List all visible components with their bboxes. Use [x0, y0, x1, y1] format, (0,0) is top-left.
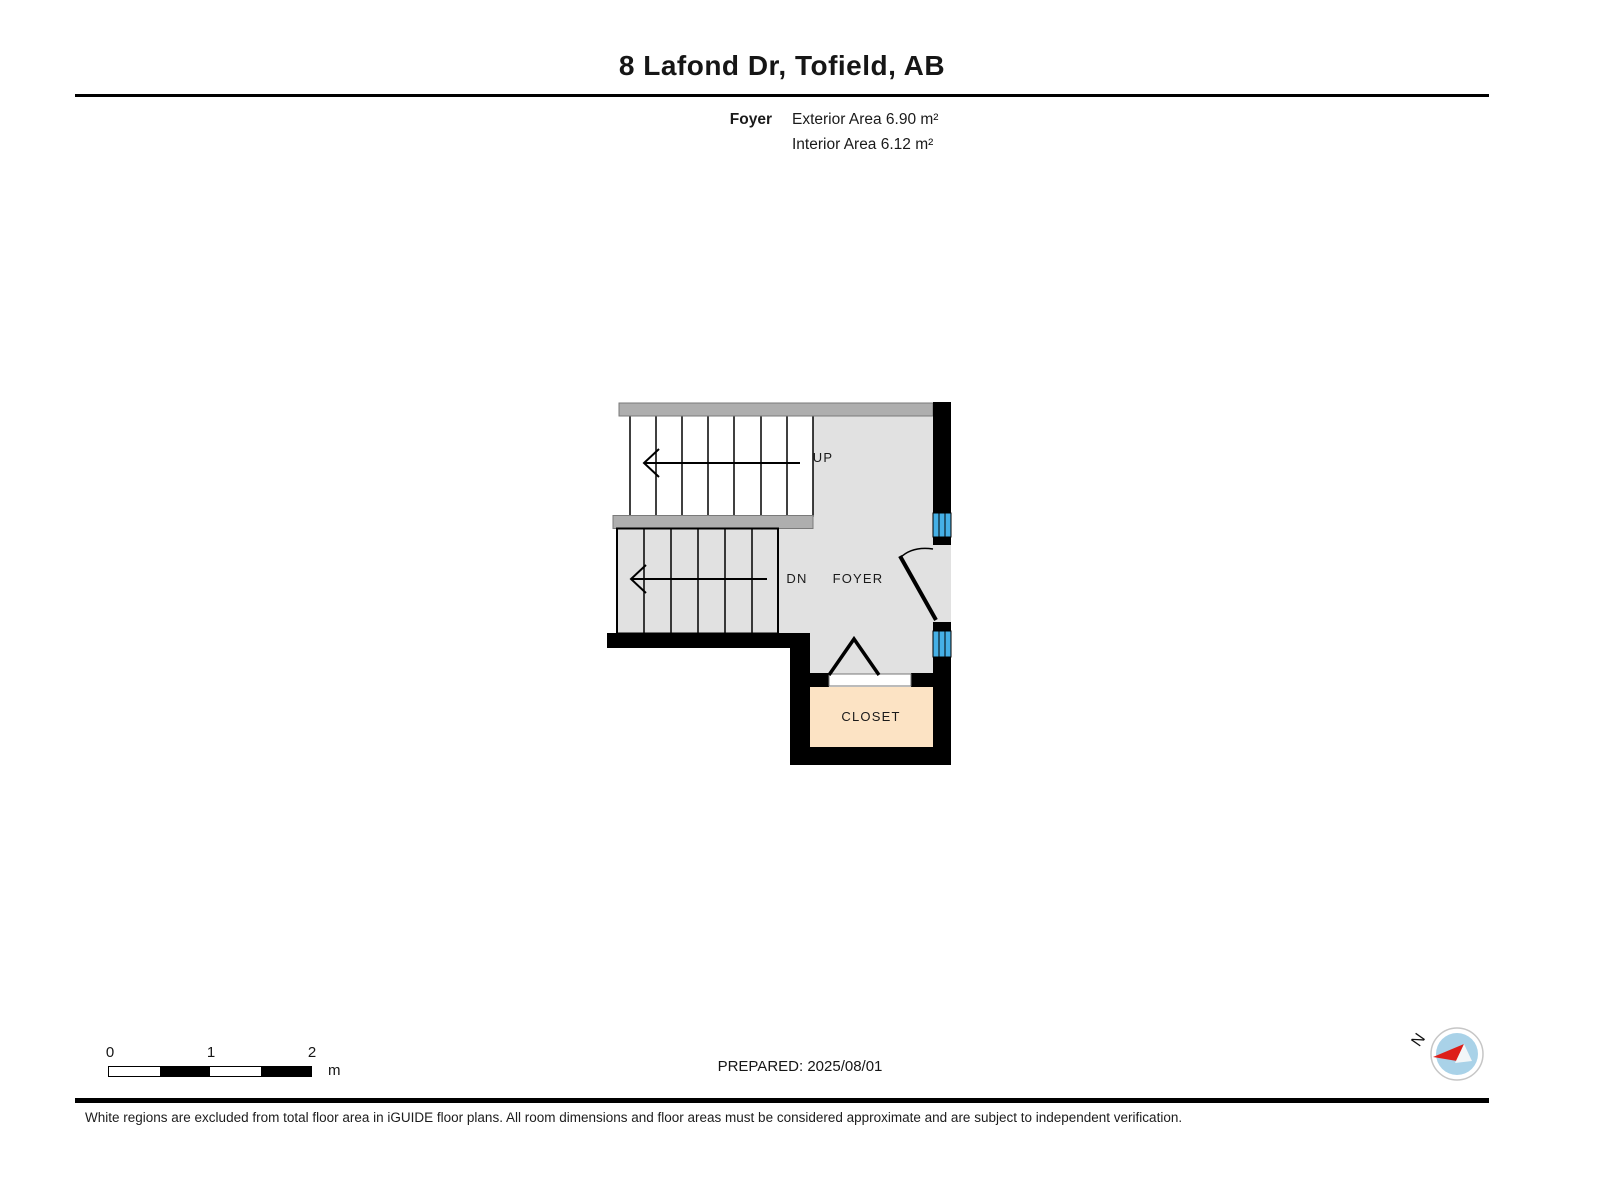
prepared-date: PREPARED: 2025/08/01 — [717, 1058, 883, 1075]
closet-label: CLOSET — [841, 709, 901, 724]
stair-cut-band-top — [619, 403, 933, 416]
stair-cut-band-middle — [613, 516, 813, 529]
window-upper — [933, 513, 951, 537]
interior-area-text: Interior Area 6.12 m² — [792, 136, 934, 153]
scale-tick-1: 1 — [206, 1044, 216, 1061]
up-staircase — [630, 415, 813, 516]
page-title: 8 Lafond Dr, Tofield, AB — [618, 50, 946, 81]
disclaimer-text: White regions are excluded from total floor area in iGUIDE floor plans. All room dimensions and floor areas must be considered approximate and are subject to independent verification. — [85, 1110, 1183, 1125]
room-summary — [75, 107, 1489, 157]
header-divider — [75, 94, 1489, 97]
foyer-label: FOYER — [832, 571, 884, 586]
footer-divider — [75, 1098, 1489, 1103]
floor-plan-canvas — [560, 380, 1000, 790]
room-name-label: Foyer — [729, 111, 772, 128]
compass-north-label: N — [1408, 1030, 1430, 1050]
scale-tick-2: 2 — [307, 1044, 317, 1061]
dn-label: DN — [786, 571, 808, 586]
room-areas — [782, 107, 1489, 157]
scale-tick-0: 0 — [105, 1044, 115, 1061]
closet-opening-threshold — [829, 674, 911, 686]
compass-rose-icon — [1398, 1008, 1490, 1100]
up-label: UP — [812, 450, 834, 465]
exterior-area-text: Exterior Area 6.90 m² — [792, 111, 939, 128]
window-lower — [933, 631, 951, 657]
scale-unit-label: m — [328, 1062, 341, 1079]
